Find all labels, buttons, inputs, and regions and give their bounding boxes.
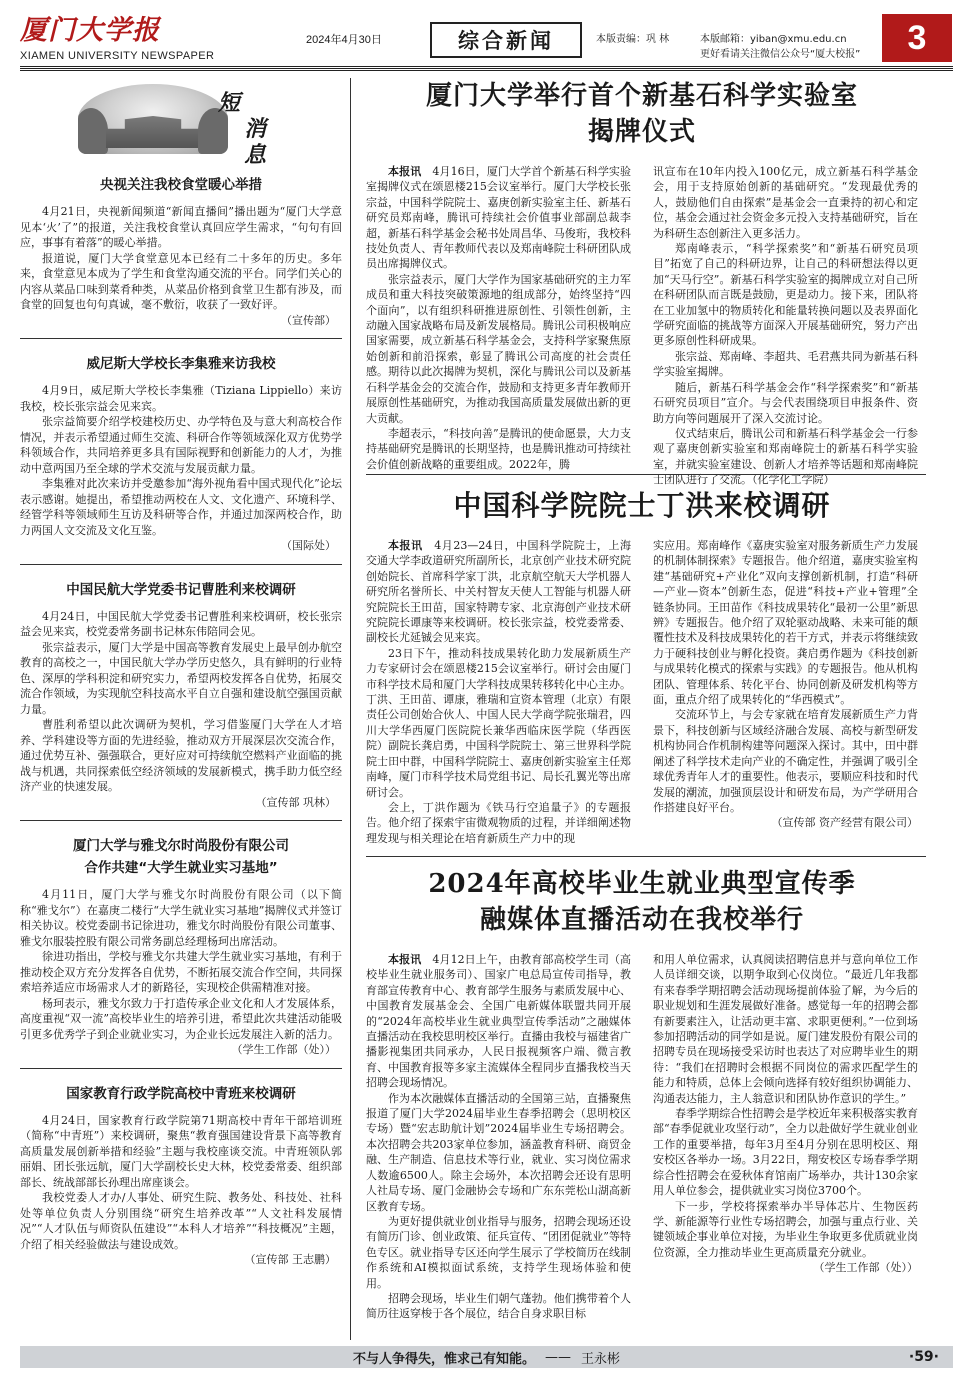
article-paragraph: 下一步，学校将探索举办半导体芯片、生物医药学、新能源等行业性专场招聘会，加强与重点行业、关键领域企事业单位对接，为毕业生争取更多优质就业岗位资源，全力推动毕业生更高质量充分就业。 bbox=[653, 1199, 918, 1259]
article-paragraph: 春季学期综合性招聘会是学校近年来积极落实教育部“春季促就业攻坚行动”，全力以赴做好学生就业创业工作的重要举措，每年3月至4月分别在思明校区、翔安校区各举办一场。3月22日，翔安校区专场春季学期综合性招聘会在爱秋体育馆南广场举办，共计130余家用人单位参会，提供就业实习岗位3700个。 bbox=[653, 1107, 918, 1198]
briefs-title: 短 消息 bbox=[218, 90, 267, 168]
briefs-column bbox=[20, 80, 342, 1340]
article-headline: 中国科学院院士丁洪来校调研 bbox=[453, 489, 831, 522]
article-column bbox=[653, 164, 918, 488]
footer-author: 王永彬 bbox=[581, 1351, 621, 1367]
brief-credit: （宣传部） bbox=[281, 313, 336, 327]
brief-paragraph: 我校党委人才办/人事处、研究生院、教务处、科技处、社科处等单位负责人分别围绕“研究生培养改革”“人文社科发展情况”“人才队伍与师资队伍建设”“本科人才培养”“科技概况”主题，介绍了相关经验做法与建设成效。 bbox=[20, 1191, 342, 1251]
brief-paragraph: 曹胜利希望以此次调研为契机，学习借鉴厦门大学在人才培养、学科建设等方面的先进经验，推动双方开展深层次交流合作，通过优势互补、强强联合，更好应对可持续航空燃料产业面临的挑战与机遇，共同探索低空经济领域的发展新模式，携手助力低空经济产业的快速发展。 bbox=[20, 718, 342, 793]
brief-paragraph: 4月24日，中国民航大学党委书记曹胜利来校调研，校长张宗益会见来宾，校党委常务副书记林东伟陪同会见。 bbox=[20, 609, 342, 638]
article-headline: 2024年高校毕业生就业典型宣传季 bbox=[428, 869, 856, 899]
article-paragraph: 为更好提供就业创业指导与服务，招聘会现场还设有简历门诊、创业政策、征兵宣传、“团团促就业”等特色专区。就业指导专区还向学生展示了学校简历在线制作系统和AI模拟面试系统，支持学生现场体验和使用。 bbox=[366, 1214, 631, 1290]
article-paragraph: 郑南峰表示，“科学探索奖”和“新基石研究员项目”拓宽了自己的科研边界，让自己的科研想法得以更加“天马行空”。新基石科学实验室的揭牌成立对自己所在科研团队而言既是鼓励，更是动力。接下来，团队将在工业加氢中的物质转化和能量转换问题以及表界面化学研究面临的挑战等方面深入开展基础研究，努力产出更多原创性科研成果。 bbox=[653, 242, 918, 348]
article-paragraph: 本报讯 4月12日上午，由教育部高校学生司（高校毕业生就业服务司）、国家广电总局宣传司指导，教育部宣传教育中心、教育部学生服务与素质发展中心、中国教育发展基金会、全国广电新媒体联盟共同开展的“2024年高校毕业生就业典型宣传季活动”之融媒体直播活动在我校思明校区举行。直播由我校与福建省广播影视集团共同承办，人民日报视频客户端、微言教育、中国教育报等多家主流媒体全程同步直播我校当天招聘会现场情况。 bbox=[366, 953, 632, 1090]
brief-credit: （国际处） bbox=[281, 539, 336, 552]
article-paragraph: 作为本次融媒体直播活动的全国第三站，直播聚焦报道了厦门大学2024届毕业生春季招聘会（思明校区专场）暨“宏志助航计划”2024届毕业生专场招聘会。本次招聘会共203家单位参加，涵盖教育科研、商贸金融、生产制造、信息技术等行业，就业、实习岗位需求人数逾6500人。除主会场外，本次招聘会还设有思明人社局专场、厦门金融协会专场和广东东莞松山湖高新区教育专场。 bbox=[366, 1091, 631, 1213]
article-lab-unveiling bbox=[366, 78, 918, 488]
brief-paragraph: 4月24日，国家教育行政学院第71期高校中青年干部培训班（简称“中青班”）来校调研，聚焦“教育强国建设背景下高等教育高质量发展创新举措和经验”主题与我校座谈交流。中青班领队郭丽娟、团长张远航，厦门大学副校长史大林，校党委常委、组织部部长、统战部部长孙理出席座谈会。 bbox=[20, 1113, 342, 1189]
brief-headline: 威尼斯大学校长李集雅来访我校 bbox=[86, 356, 276, 372]
article-paragraph: 本报讯 4月16日，厦门大学首个新基石科学实验室揭牌仪式在颂恩楼215会议室举行。厦门大学校长张宗益，中国科学院院士、嘉庚创新实验室主任、新基石研究员郑南峰，腾讯可持续社会价值事业部副总裁李超，新基石科学基金会秘书处周昌华、马俊珩，我校科技处负责人、青年教师代表以及郑南峰院士科研团队成员出席揭牌仪式。 bbox=[366, 165, 632, 271]
brief-story bbox=[20, 835, 342, 1069]
footer-dash: —— bbox=[545, 1349, 571, 1365]
article-paragraph: 李超表示，“科技向善”是腾讯的使命愿景，大力支持基础研究是腾讯的长期坚持，也是腾讯推动可持续社会价值创新战略的重要组成。2022年，腾 bbox=[366, 426, 631, 471]
article-paragraph: 讯宣布在10年内投入100亿元，成立新基石科学基金会，用于支持原始创新的基础研究。“发现最优秀的人，鼓励他们自由探索”是基金会一直秉持的初心和定位，基金会通过社会资金多元投入支持基础研究，旨在为科研生态创新注入更多活力。 bbox=[653, 165, 918, 240]
brief-credit: （学生工作部（处）） bbox=[231, 1043, 336, 1056]
brief-headline: 厦门大学与雅戈尔时尚股份有限公司 bbox=[73, 838, 289, 854]
brief-headline: 中国民航大学党委书记曹胜利来校调研 bbox=[66, 581, 296, 598]
brief-credit: （宣传部 王志鹏） bbox=[244, 1253, 336, 1266]
article-academician-visit bbox=[366, 488, 918, 846]
page-email: 本版邮箱：yiban@xmu.edu.cn bbox=[700, 34, 847, 45]
article-column bbox=[366, 538, 631, 846]
newspaper-english-name: XIAMEN UNIVERSITY NEWSPAPER bbox=[20, 50, 215, 62]
article-employment-livestream bbox=[366, 866, 918, 1322]
masthead bbox=[20, 16, 290, 64]
brief-story bbox=[20, 1083, 342, 1268]
brief-headline: 国家教育行政学院高校中青班来校调研 bbox=[66, 1085, 296, 1102]
brief-paragraph: 报道说，厦门大学食堂意见本已经有二十多年的历史。多年来，食堂意见本成为了学生和食堂沟通交流的平台。同学们关心的内容从菜品口味到菜肴种类，从菜品价格到食堂卫生都有涉及，而食堂的回复也句句真诚，毫不敷衍，收获了一致好评。 bbox=[20, 251, 342, 311]
campus-photo bbox=[78, 84, 228, 154]
article-credit: （学生工作部（处）） bbox=[813, 1261, 918, 1275]
article-paragraph: 本报讯 4月23—24日，中国科学院院士，上海交通大学李政道研究所副所长，北京创产业技术研究院创始院长、首席科学家丁洪，北京航空航天大学机器人研究所名誉所长、中关村智友天使人工智能与机器人研究院院长王田苗，国家特聘专家、北京海创产业技术研究院院长谭康等来校调研。校长张宗益，校党委常委、副校长尤延铖会见来宾。 bbox=[366, 539, 632, 645]
article-column bbox=[366, 164, 631, 488]
brief-story bbox=[20, 174, 342, 339]
column-rule bbox=[350, 78, 351, 1340]
article-paragraph: 交流环节上，与会专家就在培育发展新质生产力背景下，科技创新与区域经济融合发展、高校与新型研发机构协同合作机制构建等问题深入探讨。其中，田中群阐述了科学技术走向产业的不确定性，并强调了吸引全球优秀青年人才的重要性。他表示，要顺应科技和时代发展的潮流，加强顶层设计和研发布局，为产学研用合作搭建良好平台。 bbox=[653, 708, 918, 814]
wechat-note: 更好看请关注微信公众号“厦大校报” bbox=[700, 49, 861, 60]
article-column bbox=[653, 538, 918, 846]
article-column bbox=[366, 952, 631, 1322]
section-title: 综合新闻 bbox=[430, 22, 582, 58]
brief-headline-2: 合作共建“大学生就业实习基地” bbox=[84, 860, 278, 876]
brief-paragraph: 杨珂表示，雅戈尔致力于打造传承企业文化和人才发展体系，高度重视“双一流”高校毕业生的培养引进，希望此次共建活动能吸引更多优秀学子到企业就业实习，为企业长远发展注入新的活力。 bbox=[20, 996, 342, 1041]
brief-paragraph: 4月21日，央视新闻频道“新闻直播间”播出题为“厦门大学意见本‘火’了”的报道，关注我校食堂认真回应学生需求，“句句有回应，事事有着落”的暖心举措。 bbox=[20, 205, 342, 249]
newspaper-logo: 厦门大学报 bbox=[20, 15, 160, 46]
article-headline-2: 融媒体直播活动在我校举行 bbox=[479, 905, 804, 935]
footer-motto: 不与人争得失，惟求己有知能。 bbox=[352, 1351, 535, 1367]
article-headline-2: 揭牌仪式 bbox=[587, 117, 696, 147]
page-editor: 本版责编：巩 林 bbox=[596, 34, 670, 45]
article-divider bbox=[366, 474, 926, 475]
article-paragraph: 会上，丁洪作题为《铁马行空追量子》的专题报告。他介绍了探索宇宙微观物质的过程，并详细阐述物理发现与相关理论在培育新质生产力中的现 bbox=[366, 800, 631, 845]
brief-paragraph: 张宗益表示，厦门大学是中国高等教育发展史上最早创办航空教育的高校之一，中国民航大学办学历史悠久，具有鲜明的行业特色、深厚的学科积淀和研究实力，希望两校发挥各自优势，拓展交流合作领域，为实现航空科技高水平自立自强和建设航空强国贡献力量。 bbox=[20, 640, 342, 716]
brief-paragraph: 4月11日，厦门大学与雅戈尔时尚股份有限公司（以下简称“雅戈尔”）在嘉庚二楼行“大学生就业实习基地”揭牌仪式并签订相关协议。校党委副书记徐进功，雅戈尔时尚股份有限公司董事、雅戈尔服装控股有限公司常务副总经理杨珂出席活动。 bbox=[20, 888, 342, 948]
issue-date: 2024年4月30日 bbox=[306, 34, 382, 46]
article-column bbox=[653, 952, 918, 1322]
brief-story bbox=[20, 353, 342, 565]
brief-paragraph: 徐进功指出，学校与雅戈尔共建大学生就业实习基地，有利于推动校企双方充分发挥各自优势，不断拓展交流合作空间，共同探索培养适应市场需求人才的新路径，实现校企供需精准对接。 bbox=[20, 950, 342, 994]
brief-paragraph: 张宗益简要介绍学校建校历史、办学特色及与意大利高校合作情况，并表示希望通过师生交流、科研合作等领域深化双方优势学科领域合作，共同培养更多具有国际视野和创新能力的人才，为推动中意两国乃至全球的学术交流与发展贡献力量。 bbox=[20, 415, 342, 475]
article-paragraph: 招聘会现场，毕业生们朝气蓬勃。他们携带着个人简历往返穿梭于各个展位，结合自身求职目标 bbox=[366, 1291, 631, 1321]
brief-paragraph: 4月9日，威尼斯大学校长李集雅（Tiziana Lippiello）来访我校，校长张宗益会见来宾。 bbox=[20, 384, 342, 413]
article-divider bbox=[366, 856, 926, 857]
article-paragraph: 张宗益表示，厦门大学作为国家基础研究的主力军成员和重大科技突破策源地的组成部分，始终坚持“四个面向”，以有组织科研推进原创性、引领性创新，主动融入国家战略布局及新发展格局。腾讯公司积极响应国家需要，成立新基石科学基金会，支持科学家聚焦原始创新和前沿探索，彰显了腾讯公司高度的社会责任感。期待以此次揭牌为契机，深化与腾讯公司以及新基石科学基金会的交流合作，鼓励和支持更多青年教师开展原创性基础研究，为推动我国高质量发展做出新的更大贡献。 bbox=[366, 272, 631, 425]
brief-credit: （宣传部 巩林） bbox=[255, 795, 336, 809]
article-credit: （宣传部 资产经营有限公司） bbox=[771, 816, 918, 830]
brief-story bbox=[20, 579, 342, 822]
article-paragraph: 仪式结束后，腾讯公司和新基石科学基金会一行参观了嘉庚创新实验室和郑南峰院士的新基石科学实验室，并就实验室建设、创新人才培养等话题和郑南峰院士团队进行了交流。（化学化工学院） bbox=[653, 426, 918, 487]
article-paragraph: 随后，新基石科学基金会作“科学探索奖”和“新基石研究员项目”宣介。与会代表围绕项目申报条件、资助方向等问题展开了深入交流讨论。 bbox=[653, 380, 918, 425]
article-paragraph: 23日下午，推动科技成果转化助力发展新质生产力专家研讨会在颂恩楼215会议室举行。研讨会由厦门市科学技术局和厦门大学科技成果转移转化中心主办。丁洪、王田苗、谭康，雅瑞和宣资本管理（北京）有限责任公司创始合伙人、中国人民大学商学院张瑞君，四川大学华西厦门医院院长兼华西临床医学院（华西医院）副院长龚启勇，中国科学院院士、第三世界科学院院士田中群，中国科学院院士、嘉庚创新实验室主任郑南峰，厦门市科学技术局党组书记、局长孔翼光等出席研讨会。 bbox=[366, 646, 631, 799]
page-number: 3 bbox=[882, 14, 952, 62]
article-headline: 厦门大学举行首个新基石科学实验室 bbox=[425, 81, 858, 111]
footer-page-number: ·59· bbox=[908, 1349, 939, 1365]
briefs-banner bbox=[20, 80, 342, 168]
article-paragraph: 和用人单位需求，认真阅读招聘信息并与意向单位工作人员详细交谈，以期争取到心仪岗位。“最近几年我都有来春季学期招聘会活动现场提前体验了解，为今后的职业规划和生涯发展做好准备。感觉每一年的招聘会都有新要素注入，让活动更丰富、求职更便利。”一位到场参加招聘活动的同学如是说。厦门建发股份有限公司的招聘专员在现场接受采访时也表达了对应聘毕业生的期待：“我们在招聘时会根据不同岗位的需求匹配学生的能力和特质，总体上会倾向选择有较好组织协调能力、沟通表达能力，主人翁意识和团队协作意识的学生。” bbox=[653, 953, 918, 1105]
article-paragraph: 实应用。郑南峰作《嘉庚实验室对服务新质生产力发展的机制体制探索》专题报告。他介绍道，嘉庚实验室构建“基础研究+产业化”双向支撑创新机制，打造“科研—产业—资本”创新生态，促进“科技+产业+管理”全链条协同。王田苗作《科技成果转化“最初一公里”新思辨》专题报告。他介绍了双轮驱动战略、未来可能的颠覆性技术及科技成果转化的若干方式，并表示将继续致力于硬科技创业与孵化投资。龚启勇作题为《科技创新与成果转化模式的探索与实践》的专题报告。他从机构团队、管理体系、转化平台、协同创新及研发机构等方面，重点介绍了成果转化的“华西模式”。 bbox=[653, 539, 918, 707]
header-rule bbox=[20, 66, 953, 71]
brief-headline: 央视关注我校食堂暖心举措 bbox=[100, 177, 262, 193]
footer-bar bbox=[20, 1346, 953, 1368]
article-paragraph: 张宗益、郑南峰、李超共、毛君燕共同为新基石科学实验室揭牌。 bbox=[653, 349, 918, 379]
brief-paragraph: 李集雅对此次来访并受邀参加“海外视角看中国式现代化”论坛表示感谢。她提出，希望推动两校在人文、文化遗产、环境科学、经管学科等领域师生互访及科研等合作，并通过加深两校合作，助力两国人文交流及文化互鉴。 bbox=[20, 477, 342, 537]
